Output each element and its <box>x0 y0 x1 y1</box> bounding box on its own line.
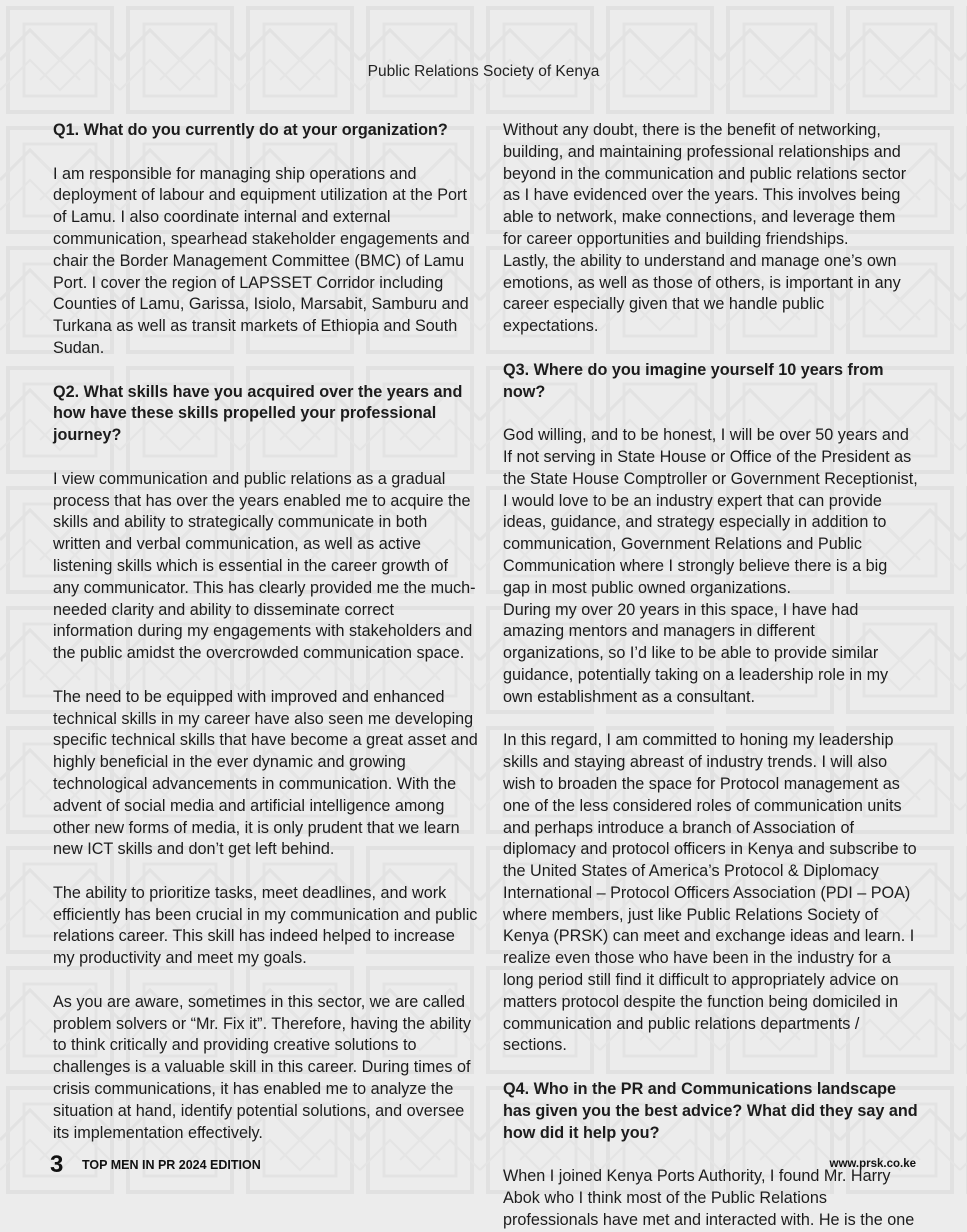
website-url: www.prsk.co.ke <box>829 1158 916 1170</box>
page-footer <box>0 1151 967 1178</box>
question-heading-q1: Q1. What do you currently do at your organization? <box>53 121 448 139</box>
right-column <box>503 120 918 1232</box>
answer-paragraph: In this regard, I am committed to honing my leadership skills and staying abreast of industry trends. I will also wish to broaden the space for Protocol management as one of the less considered roles of communication units and perhaps introduce a branch of Association of diplomacy and protocol officers in Kenya and subscribe to the United States of America’s Protocol & Diplomacy International – Protocol Officers Association (PDI – POA) where members, just like Public Relations Society of Kenya (PRSK) can meet and exchange ideas and learn. I realize even those who have been in the industry for a long period still find it difficult to appropriately advice on matters protocol despite the function being domiciled in communication and public relations departments / sections. <box>503 731 917 1055</box>
answer-paragraph: When I joined Kenya Ports Authority, I found Mr. Harry Abok who I think most of the Public Relations professionals have met and interacted with. He is the one <box>503 1167 915 1229</box>
answer-paragraph: Lastly, the ability to understand and manage one’s own emotions, as well as those of others, is important in any career especially given that we handle public expectations. <box>503 251 901 336</box>
answer-paragraph: Without any doubt, there is the benefit of networking, building, and maintaining professional relationships and beyond in the communication and public relations sector as I have evidenced over the years. This involves being able to network, make connections, and leverage them for career opportunities and building friendships. <box>503 121 907 248</box>
edition-label: TOP MEN IN PR 2024 EDITION <box>82 1158 261 1172</box>
page-number: 3 <box>50 1151 63 1178</box>
answer-paragraph: I am responsible for managing ship operations and deployment of labour and equipment utilization at the Port of Lamu. I also coordinate internal and external communication, spearhead stakeholder engagements and chair the Border Management Committee (BMC) of Lamu Port. I cover the region of LAPSSET Corridor including Counties of Lamu, Garissa, Isiolo, Marsabit, Samburu and Turkana as well as transit markets of Ethiopia and South Sudan. <box>53 164 470 357</box>
page-header: Public Relations Society of Kenya <box>367 63 600 80</box>
answer-paragraph: God willing, and to be honest, I will be over 50 years and If not serving in State House or Office of the President as the State House Comptroller or Government Receptionist, I would love to be an industry expert that can provide ideas, guidance, and strategy especially in addition to communication, Government Relations and Public Communication where I strongly believe there is a big gap in most public owned organizations. <box>503 426 918 597</box>
question-heading-q3: Q3. Where do you imagine yourself 10 years from now? <box>503 360 884 401</box>
question-heading-q4: Q4. Who in the PR and Communications landscape has given you the best advice? What did they say and how did it help you? <box>503 1080 918 1142</box>
answer-paragraph: During my over 20 years in this space, I have had amazing mentors and managers in different organizations, so I’d like to be able to provide similar guidance, potentially taking on a leadership role in my own establishment as a consultant. <box>503 600 889 706</box>
left-column <box>53 120 478 1144</box>
question-heading-q2: Q2. What skills have you acquired over the years and how have these skills propelled your professional journey? <box>53 382 463 445</box>
answer-paragraph: The ability to prioritize tasks, meet deadlines, and work efficiently has been crucial in my communication and public relations career. This skill has indeed helped to increase my productivity and meet my goals. <box>53 883 478 968</box>
answer-paragraph: The need to be equipped with improved and enhanced technical skills in my career have also seen me developing specific technical skills that have become a great asset and highly beneficial in the ever dynamic and growing technological advancements in communication. With the advent of social media and artificial intelligence among other new forms of media, it is only prudent that we learn new ICT skills and don’t get left behind. <box>53 687 478 859</box>
answer-paragraph: I view communication and public relations as a gradual process that has over the years enabled me to acquire the skills and ability to strategically communicate in both written and verbal communication, as well as active listening skills which is essential in the career growth of any communicator. This has clearly provided me the much-needed clarity and ability to disseminate correct information during my engagements with stakeholders and the public amidst the overcrowded communication space. <box>53 469 476 663</box>
answer-paragraph: As you are aware, sometimes in this sector, we are called problem solvers or “Mr. Fix it”. Therefore, having the ability to think critically and providing creative solutions to challenges is a valuable skill in this career. During times of crisis communications, it has enabled me to analyze the situation at hand, identify potential solutions, and oversee its implementation effectively. <box>53 992 472 1142</box>
